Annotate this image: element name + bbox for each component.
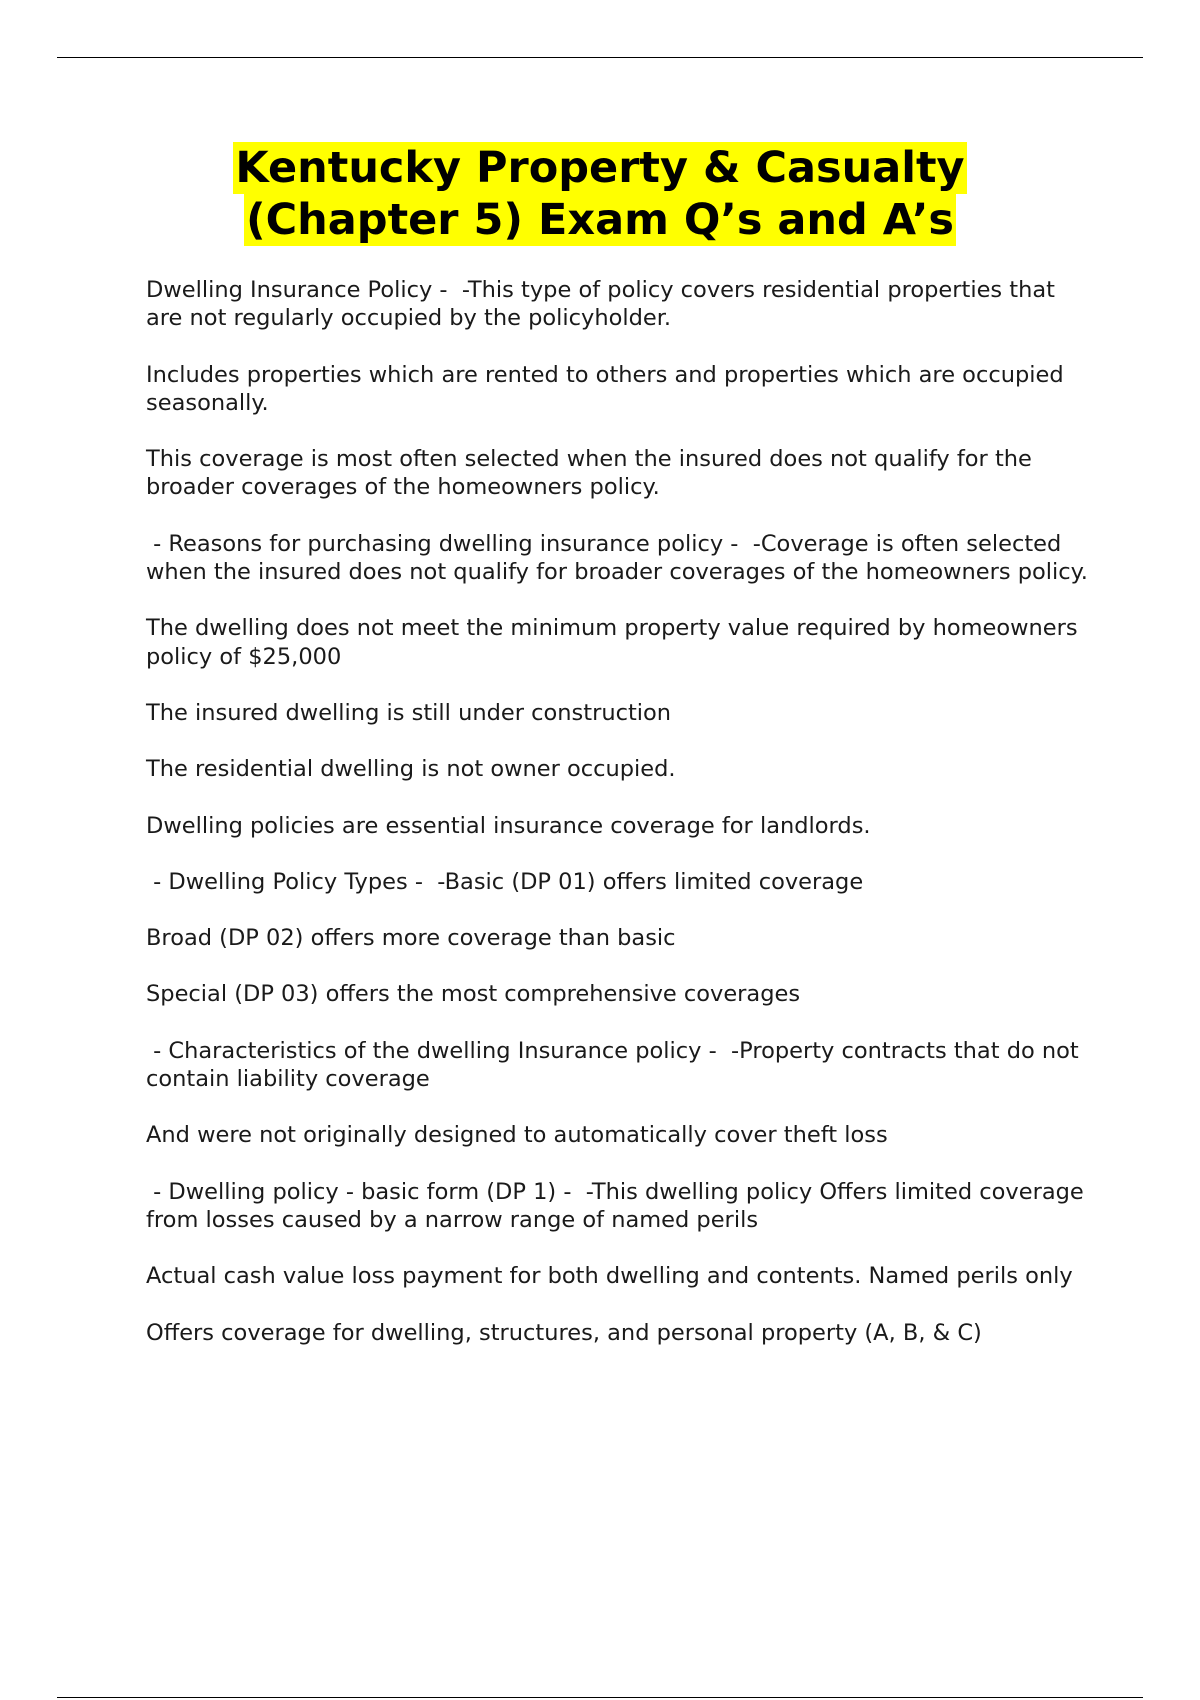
paragraph-rented-seasonal: Includes properties which are rented to others and properties which are occupied seasonally. <box>146 361 1071 416</box>
paragraph-policy-types-basic: - Dwelling Policy Types - -Basic (DP 01) offers limited coverage <box>146 868 864 895</box>
paragraph-not-owner-occupied: The residential dwelling is not owner occupied. <box>146 756 676 783</box>
paragraph-reasons-purchasing: - Reasons for purchasing dwelling insurance policy - -Coverage is often selected when the insured does not qualify for broader coverages of the homeowners policy. <box>146 530 1088 586</box>
paragraph-policy-types-broad: Broad (DP 02) offers more coverage than basic <box>146 925 676 952</box>
paragraph-coverage-abc: Offers coverage for dwelling, structures, and personal property (A, B, & C) <box>146 1319 982 1346</box>
paragraph-actual-cash-value: Actual cash value loss payment for both dwelling and contents. Named perils only <box>146 1263 1073 1290</box>
title-line-1: Kentucky Property & Casualty <box>235 143 965 193</box>
title-line-2: (Chapter 5) Exam Q’s and A’s <box>245 195 955 245</box>
paragraph-theft-loss: And were not originally designed to automatically cover theft loss <box>146 1122 888 1149</box>
paragraph-broader-coverage: This coverage is most often selected when the insured does not qualify for the broader coverages of the homeowners policy. <box>146 446 1040 501</box>
paragraph-minimum-value: The dwelling does not meet the minimum property value required by homeowners policy of $25,000 <box>146 615 1085 670</box>
paragraph-characteristics: - Characteristics of the dwelling Insurance policy - -Property contracts that do not contain liability coverage <box>146 1037 1086 1093</box>
page-title <box>0 142 1200 246</box>
paragraph-basic-form: - Dwelling policy - basic form (DP 1) - -This dwelling policy Offers limited coverage from losses caused by a narrow range of named perils <box>146 1178 1091 1233</box>
paragraph-landlords: Dwelling policies are essential insurance coverage for landlords. <box>146 812 871 839</box>
paragraph-policy-types-special: Special (DP 03) offers the most comprehensive coverages <box>146 981 801 1008</box>
paragraph-dwelling-insurance-policy: Dwelling Insurance Policy - -This type of policy covers residential properties that are not regularly occupied by the policyholder. <box>146 277 1063 332</box>
paragraph-under-construction: The insured dwelling is still under construction <box>146 699 672 726</box>
document-body <box>146 276 1096 1375</box>
bottom-divider <box>57 1697 1143 1698</box>
top-divider <box>57 57 1143 58</box>
